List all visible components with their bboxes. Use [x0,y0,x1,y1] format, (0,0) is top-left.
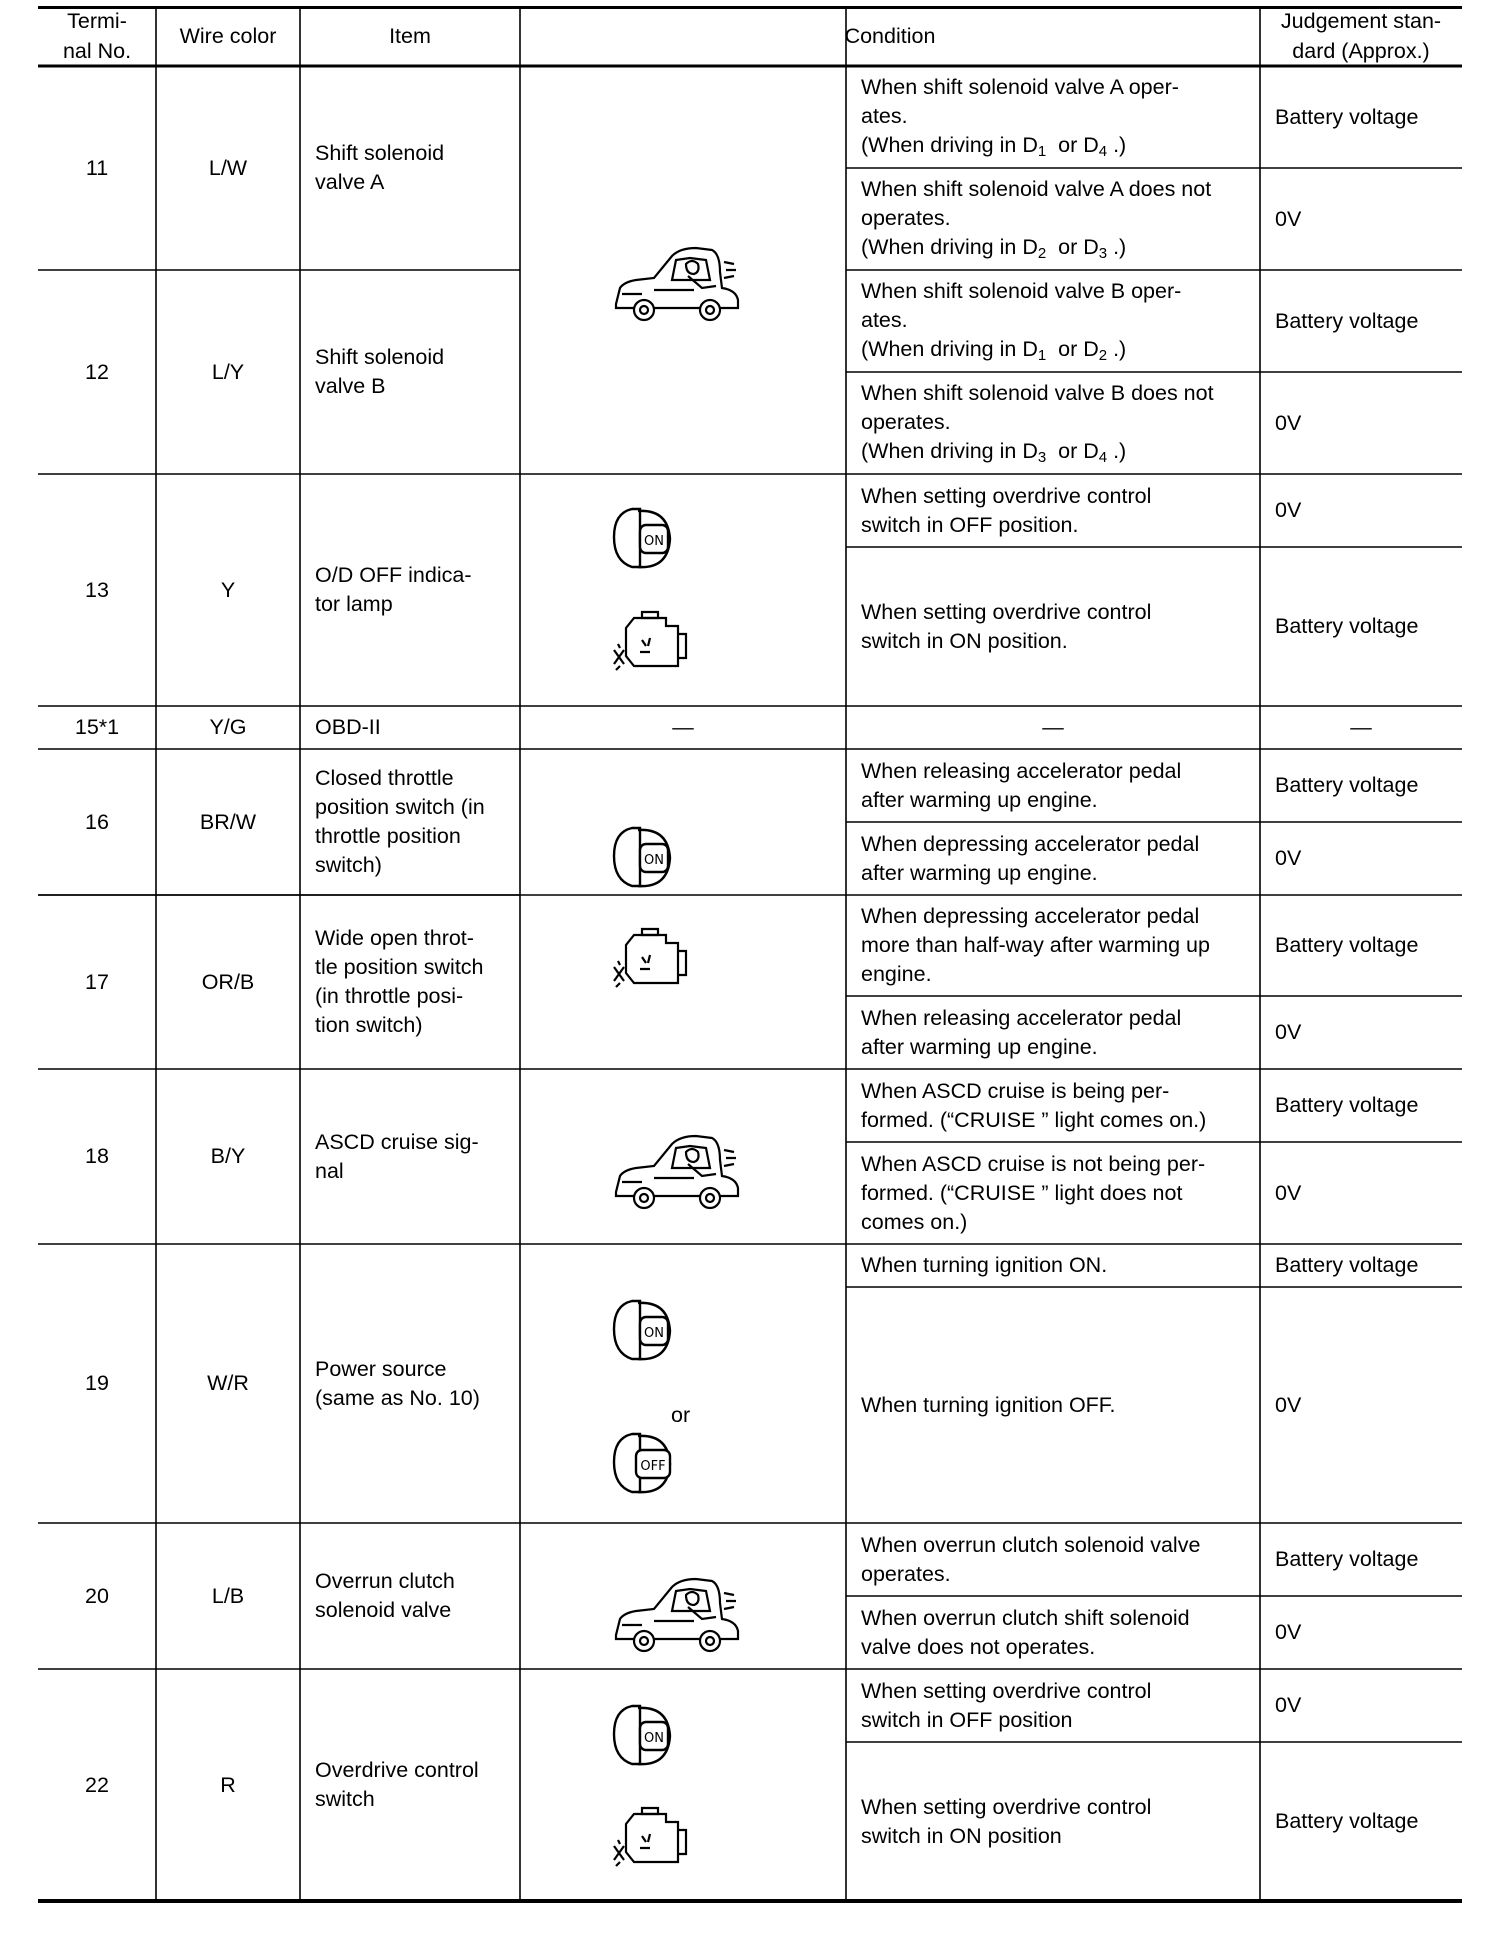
item-name: Power source (same as No. 10) [315,1356,480,1410]
car-driving-icon [610,1130,744,1218]
car-driving-icon [610,242,744,330]
key-on-label: ON [644,1731,664,1746]
ignition-on-icon [610,505,676,573]
judgement-value: Battery voltage [1275,1093,1419,1117]
judgement-value: — [1350,715,1372,739]
ignition-off-icon [610,1430,676,1498]
judgement-value: 0V [1275,1180,1302,1205]
condition-text: When ASCD cruise is not being per- formed. (“CRUISE ” light does not comes on.) [861,1151,1206,1234]
condition-text: When overrun clutch solenoid valve operates. [861,1532,1201,1586]
wire-color: BR/W [199,809,257,834]
judgement-value: Battery voltage [1275,1809,1419,1833]
condition-text: When setting overdrive control switch in ON position [861,1794,1152,1848]
judgement-value: 0V [1275,846,1302,870]
item-name: O/D OFF indica- tor lamp [315,563,472,616]
item-name: Overdrive control switch [315,1758,479,1811]
terminal-no: 22 [85,1772,109,1797]
terminal-no: 11 [85,155,109,180]
car-driving-icon [610,1573,744,1661]
judgement-value: 0V [1275,410,1302,435]
header-terminal: Termi- nal No. [62,9,132,63]
condition-text: When depressing accelerator pedal more than half-way after warming up engine. [861,904,1210,986]
terminal-no: 20 [85,1583,109,1608]
header-wire-color: Wire color [179,24,277,48]
header-judgement: Judgement stan- dard (Approx.) [1280,9,1442,63]
item-name: Shift solenoid valve A [315,141,445,194]
judgement-value: 0V [1275,206,1302,231]
item-name: ASCD cruise sig- nal [315,1129,479,1183]
condition-text: When turning ignition OFF. [861,1392,1116,1417]
judgement-value: 0V [1275,1693,1302,1717]
engine-running-icon [612,1806,692,1872]
terminal-no: 12 [85,359,109,384]
terminal-no: 18 [85,1144,109,1168]
wire-color: L/Y [211,359,245,384]
key-on-label: ON [644,1326,664,1341]
condition-text: When shift solenoid valve A oper- ates. (When driving in $D_1$ or $D_4$ .) [861,74,1179,160]
judgement-value: Battery voltage [1275,1253,1419,1277]
key-off-label: OFF [640,1459,666,1474]
judgement-value: 0V [1275,1020,1302,1044]
judgement-value: Battery voltage [1275,614,1419,638]
icon-cell-dash: — [672,715,694,739]
terminal-no: 15*1 [74,715,120,739]
condition-text: — [1042,715,1064,739]
condition-text: When shift solenoid valve A does not operates. (When driving in $D_2$ or $D_3$ .) [861,176,1212,262]
wire-color: OR/B [201,969,255,994]
terminal-no: 19 [85,1371,109,1395]
judgement-value: Battery voltage [1275,773,1419,797]
condition-text: When setting overdrive control switch in ON position. [861,599,1152,653]
key-on-label: ON [644,534,664,549]
wire-color: Y [220,577,236,602]
terminal-no: 17 [85,969,109,994]
wire-color: W/R [207,1371,249,1395]
item-name: Closed throttle position switch (in throttle position switch) [315,766,485,877]
terminal-no: 13 [85,577,109,602]
engine-running-icon [612,927,692,993]
wire-color: L/B [211,1583,245,1608]
judgement-value: 0V [1275,1392,1302,1417]
item-name: Overrun clutch solenoid valve [315,1569,455,1622]
condition-text: When shift solenoid valve B oper- ates. (When driving in $D_1$ or $D_2$ .) [861,278,1182,364]
terminal-table [38,6,1462,1914]
header-condition: Condition [844,24,936,48]
condition-text: When releasing accelerator pedal after warming up engine. [861,1005,1182,1059]
ignition-on-icon [610,824,676,892]
condition-text: When ASCD cruise is being per- formed. (“CRUISE ” light comes on.) [861,1078,1207,1132]
item-name: Shift solenoid valve B [315,345,445,398]
judgement-value: Battery voltage [1275,933,1419,957]
judgement-value: 0V [1275,498,1302,522]
condition-text: When turning ignition ON. [861,1253,1108,1277]
condition-text: When shift solenoid valve B does not operates. (When driving in $D_3$ or $D_4$ .) [861,380,1214,466]
judgement-value: Battery voltage [1275,308,1419,333]
wire-color: Y/G [209,715,247,739]
judgement-value: Battery voltage [1275,1547,1419,1571]
condition-text: When setting overdrive control switch in OFF position [861,1678,1152,1732]
judgement-value: Battery voltage [1275,104,1419,129]
judgement-value: 0V [1275,1620,1302,1644]
item-name: Wide open throt- tle position switch (in throttle posi- tion switch) [315,926,484,1037]
condition-text: When depressing accelerator pedal after warming up engine. [861,831,1200,885]
ignition-on-icon [610,1702,676,1770]
condition-text: When overrun clutch shift solenoid valve does not operates. [861,1605,1190,1659]
condition-text: When setting overdrive control switch in OFF position. [861,483,1152,537]
key-on-label: ON [644,853,664,868]
terminal-no: 16 [85,809,109,834]
header-item: Item [389,24,431,48]
item-name: OBD-II [315,715,381,739]
or-label: or [671,1403,691,1427]
condition-text: When releasing accelerator pedal after warming up engine. [861,758,1182,812]
ignition-on-icon [610,1297,676,1365]
wire-color: B/Y [210,1144,246,1168]
engine-running-icon [612,610,692,676]
wire-color: R [220,1772,236,1797]
wire-color: L/W [208,155,248,180]
